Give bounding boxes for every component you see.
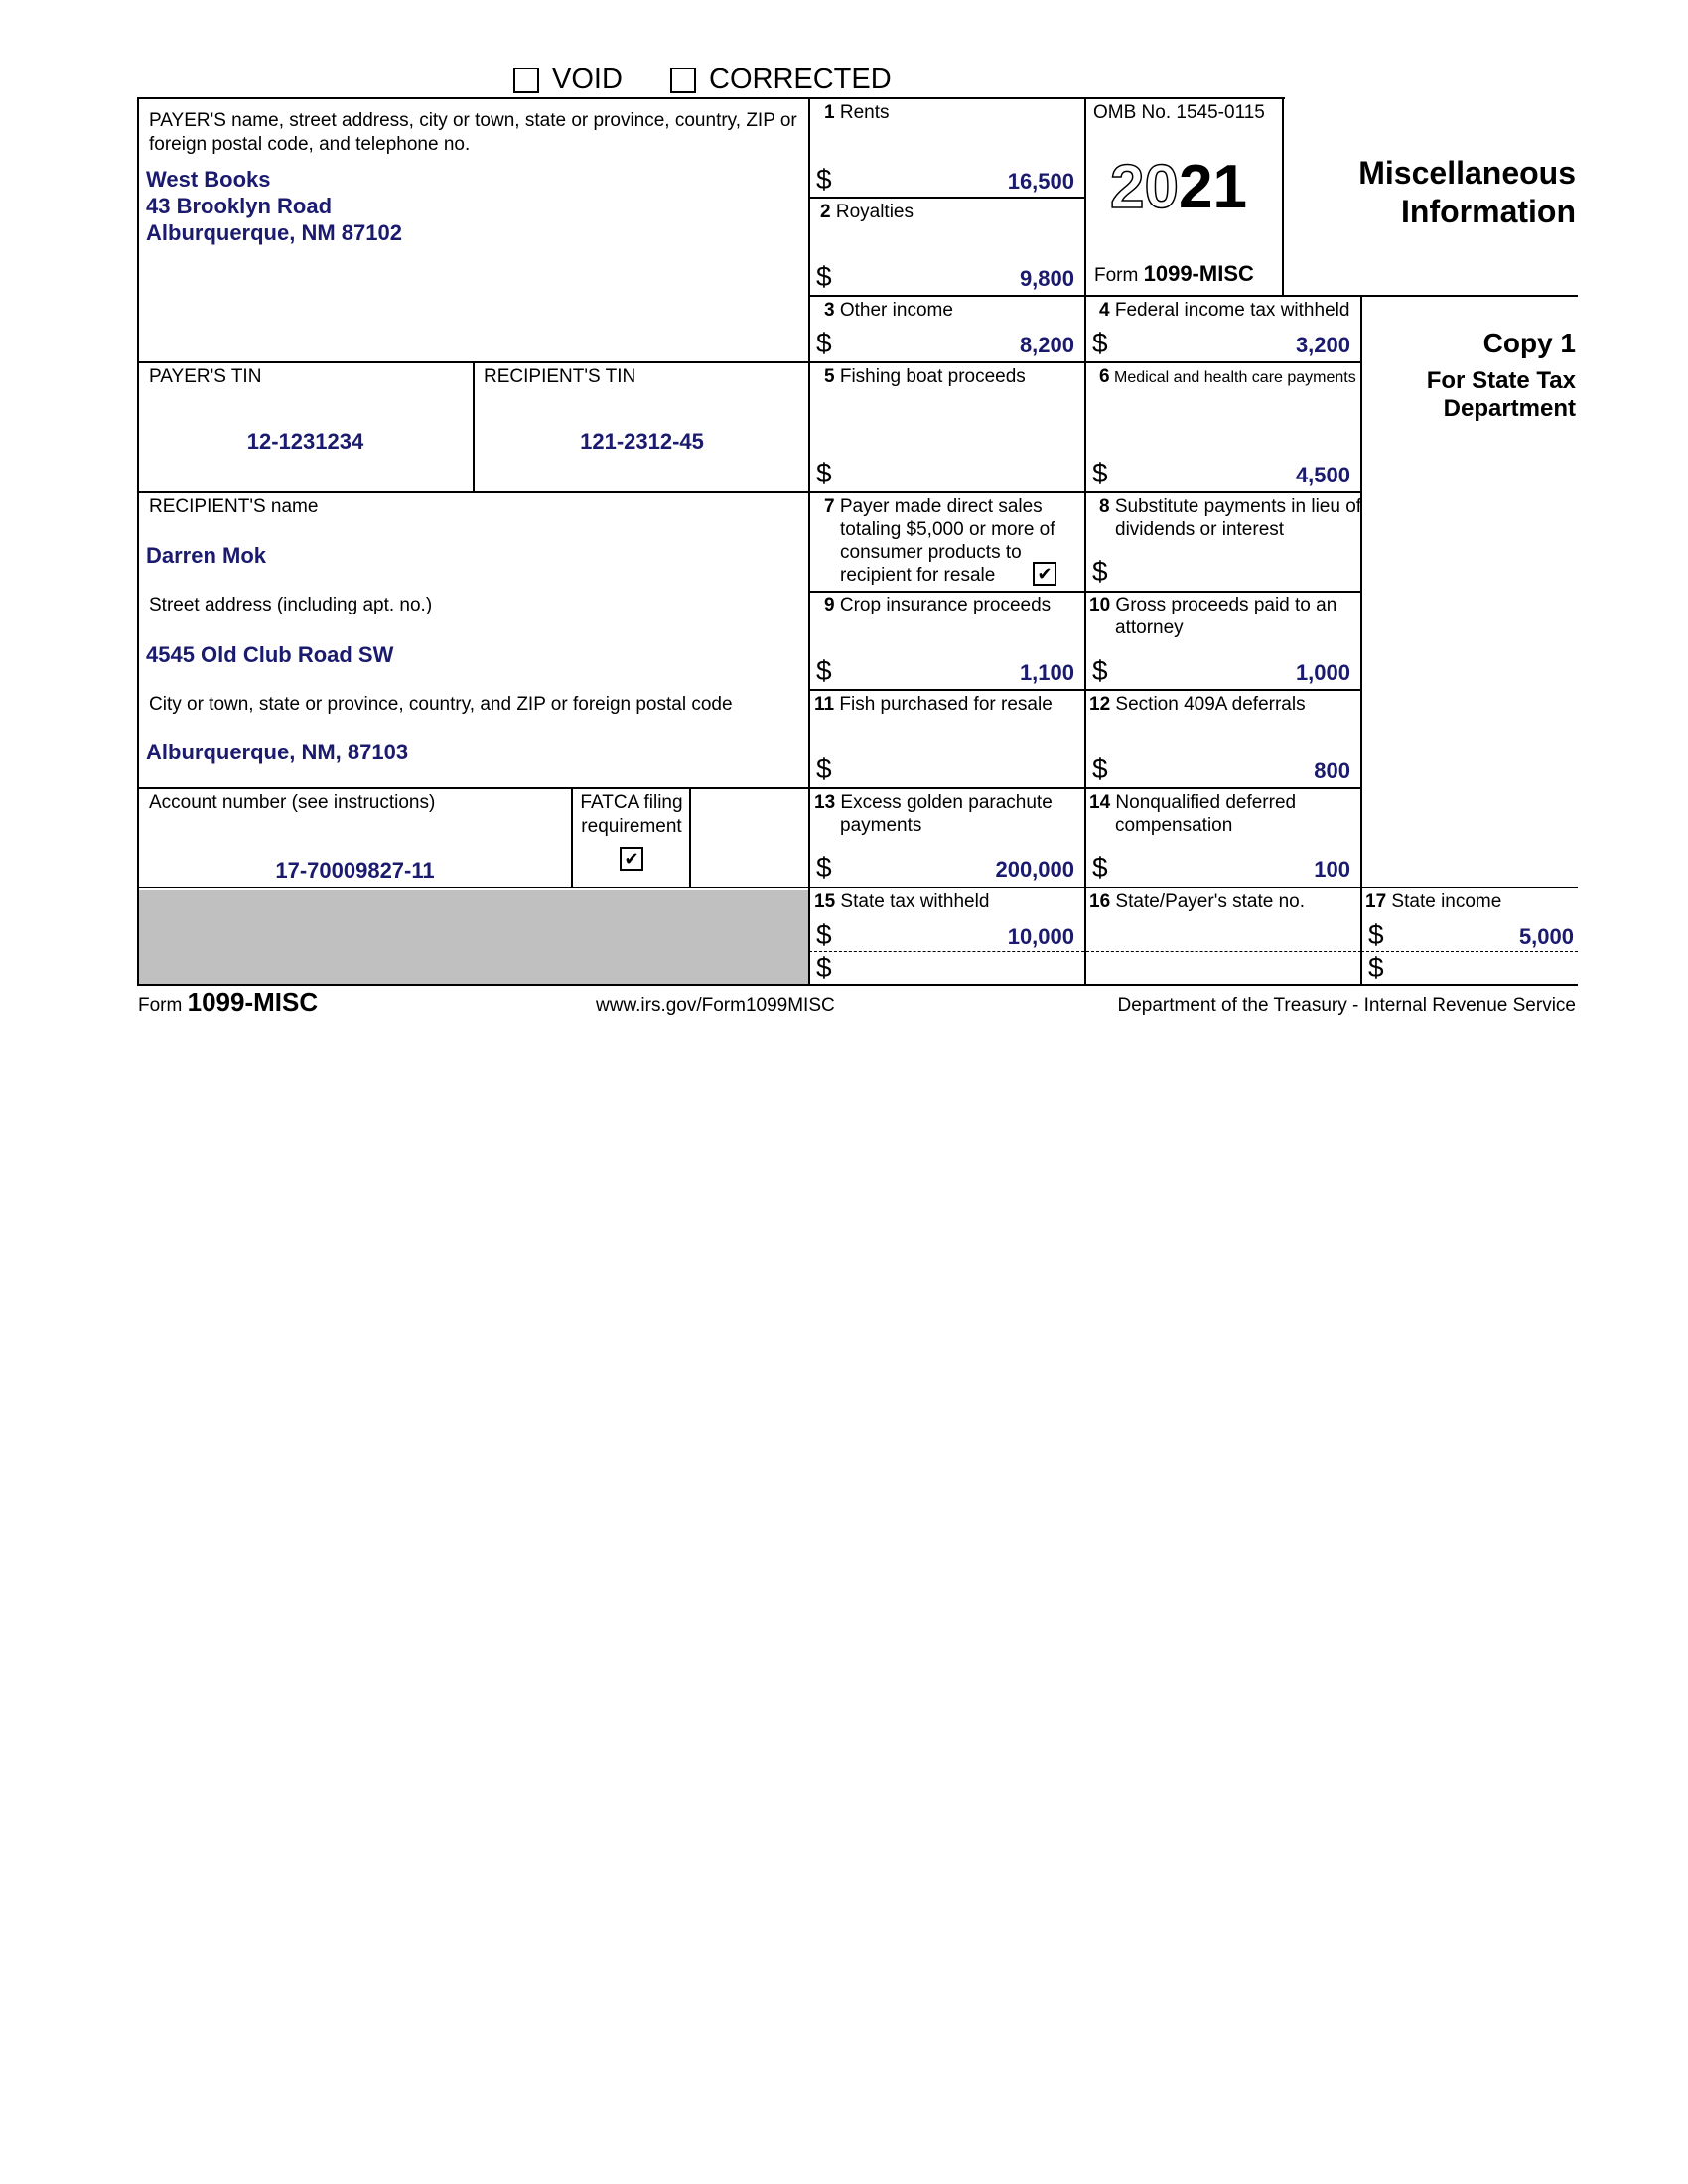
rule	[1084, 97, 1086, 986]
box13-value: 200,000	[995, 857, 1074, 882]
box5-label	[824, 365, 1026, 389]
fatca-label	[573, 791, 690, 839]
box7-line3: consumer products to	[840, 542, 1022, 563]
box6-value: 4,500	[1295, 463, 1350, 487]
rule	[138, 787, 1361, 789]
box4-text: Federal income tax withheld	[1114, 300, 1350, 321]
box8-label	[1099, 495, 1361, 541]
fatca-label-line1: FATCA filing	[580, 792, 683, 813]
void-label: VOID	[552, 64, 623, 95]
box11-dollar: $	[816, 753, 832, 784]
footer-form-id: 1099-MISC	[187, 987, 319, 1017]
form-title	[1291, 154, 1576, 231]
corrected-label: CORRECTED	[709, 64, 892, 95]
box7-line2: totaling $5,000 or more of	[840, 519, 1055, 540]
payer-tin-label: PAYER'S TIN	[149, 366, 262, 387]
omb-form-id: 1099-MISC	[1143, 261, 1254, 286]
box14-line1: Nonqualified deferred	[1115, 792, 1297, 813]
box3-dollar: $	[816, 328, 832, 358]
box11-number: 11	[814, 694, 835, 715]
recipient-tin: 121-2312-45	[580, 429, 704, 454]
box3-value: 8,200	[1019, 333, 1074, 357]
box12-dollar: $	[1092, 753, 1108, 784]
rule	[1282, 97, 1284, 295]
shaded-area	[138, 890, 810, 985]
box3-number: 3	[824, 300, 835, 321]
payer-street: 43 Brooklyn Road	[146, 194, 333, 218]
box1-value: 16,500	[1007, 169, 1074, 194]
box9-value: 1,100	[1019, 660, 1074, 685]
box2-number: 2	[820, 202, 831, 222]
dashed-rule	[1361, 951, 1578, 952]
account-label: Account number (see instructions)	[149, 792, 436, 813]
footer-url[interactable]: www.irs.gov/Form1099MISC	[596, 995, 835, 1016]
recipient-name: Darren Mok	[146, 543, 267, 568]
void-checkbox[interactable]	[513, 68, 539, 93]
copy-subtitle	[1370, 367, 1576, 423]
recipient-name-label: RECIPIENT'S name	[149, 496, 319, 517]
box4-value: 3,200	[1295, 333, 1350, 357]
box15-label	[814, 890, 989, 914]
box7-checkbox[interactable]: ✔	[1033, 562, 1056, 586]
box1-number: 1	[824, 102, 835, 123]
box10-label	[1089, 594, 1336, 639]
rule	[138, 491, 1361, 493]
box17-dollar-line2: $	[1368, 952, 1384, 983]
rule	[138, 361, 1361, 363]
footer-form-name	[138, 987, 318, 1018]
copy-subtitle-line1: For State Tax	[1426, 367, 1576, 394]
box13-line2: payments	[840, 815, 922, 836]
payer-label: PAYER'S name, street address, city or town, state or province, country, ZIP or foreign postal code, and telephone no.	[149, 110, 797, 155]
box3-label	[824, 299, 953, 323]
box4-label	[1099, 299, 1349, 323]
box5-number: 5	[824, 366, 835, 387]
box13-number: 13	[814, 792, 836, 813]
box13-line1: Excess golden parachute	[840, 792, 1053, 813]
footer-form-prefix: Form	[138, 995, 183, 1016]
box2-text: Royalties	[835, 202, 914, 222]
box3-text: Other income	[839, 300, 953, 321]
box14-dollar: $	[1092, 852, 1108, 883]
box16-text: State/Payer's state no.	[1115, 891, 1305, 912]
recipient-street-label: Street address (including apt. no.)	[149, 595, 433, 615]
box2-dollar: $	[816, 261, 832, 292]
box2-label	[820, 201, 914, 224]
box17-label	[1365, 890, 1501, 914]
box11-text: Fish purchased for resale	[839, 694, 1053, 715]
box14-number: 14	[1089, 792, 1111, 813]
rule	[137, 97, 139, 986]
box10-line2: attorney	[1115, 617, 1184, 638]
rule	[1360, 295, 1362, 986]
box6-text: Medical and health care payments	[1114, 369, 1356, 386]
copy-subtitle-line2: Department	[1443, 395, 1576, 422]
box9-text: Crop insurance proceeds	[839, 595, 1052, 615]
box8-line2: dividends or interest	[1115, 519, 1285, 540]
recipient-city-label: City or town, state or province, country, and ZIP or foreign postal code	[149, 694, 733, 715]
form-title-line1: Miscellaneous	[1358, 155, 1576, 191]
fatca-checkbox[interactable]: ✔	[620, 847, 643, 871]
box8-line1: Substitute payments in lieu of	[1114, 496, 1362, 517]
box4-dollar: $	[1092, 328, 1108, 358]
omb-form-prefix: Form	[1094, 265, 1139, 286]
box17-value: 5,000	[1518, 924, 1574, 949]
rule	[809, 197, 1086, 199]
corrected-checkbox[interactable]	[670, 68, 696, 93]
box8-number: 8	[1099, 496, 1110, 517]
recipient-street: 4545 Old Club Road SW	[146, 642, 394, 667]
box12-number: 12	[1089, 694, 1111, 715]
box12-label	[1089, 693, 1306, 717]
box5-text: Fishing boat proceeds	[839, 366, 1026, 387]
box16-number: 16	[1089, 891, 1111, 912]
tax-year	[1110, 154, 1247, 221]
box15-value: 10,000	[1007, 924, 1074, 949]
box15-dollar-line2: $	[816, 952, 832, 983]
box1-text: Rents	[839, 102, 890, 123]
recipient-city: Alburquerque, NM, 87103	[146, 740, 409, 764]
payer-tin: 12-1231234	[246, 429, 364, 454]
box5-dollar: $	[816, 458, 832, 488]
box6-dollar: $	[1092, 458, 1108, 488]
box10-line1: Gross proceeds paid to an	[1115, 595, 1337, 615]
recipient-tin-label: RECIPIENT'S TIN	[484, 366, 636, 387]
box7-line1: Payer made direct sales	[839, 496, 1043, 517]
box11-label	[814, 693, 1053, 717]
fatca-label-line2: requirement	[581, 816, 682, 837]
copy-title: Copy 1	[1482, 328, 1576, 358]
box8-dollar: $	[1092, 556, 1108, 587]
box17-text: State income	[1391, 891, 1502, 912]
payer-name: West Books	[146, 167, 271, 192]
box4-number: 4	[1099, 300, 1110, 321]
footer-dept: Department of the Treasury - Internal Revenue Service	[1117, 995, 1576, 1016]
omb-number: OMB No. 1545-0115	[1093, 102, 1265, 123]
box13-label	[814, 791, 1053, 837]
box15-text: State tax withheld	[840, 891, 990, 912]
omb-form-name	[1094, 261, 1254, 287]
box6-number: 6	[1099, 366, 1110, 387]
rule	[809, 295, 1578, 297]
form-title-line2: Information	[1401, 194, 1576, 229]
box15-dollar: $	[816, 919, 832, 950]
box13-dollar: $	[816, 852, 832, 883]
box14-value: 100	[1314, 857, 1350, 882]
rule	[138, 97, 1285, 99]
box17-number: 17	[1365, 891, 1387, 912]
box14-line2: compensation	[1115, 815, 1233, 836]
box9-number: 9	[824, 595, 835, 615]
tax-year-bold: 21	[1178, 153, 1247, 221]
box7-label	[824, 495, 1055, 587]
payer-city: Alburquerque, NM 87102	[146, 220, 402, 245]
tax-year-outline: 20	[1110, 153, 1179, 221]
box15-number: 15	[814, 891, 836, 912]
box12-text: Section 409A deferrals	[1115, 694, 1306, 715]
box16-label	[1089, 890, 1305, 914]
box14-label	[1089, 791, 1296, 837]
box1-dollar: $	[816, 164, 832, 195]
box2-value: 9,800	[1019, 266, 1074, 291]
box17-dollar: $	[1368, 919, 1384, 950]
rule	[473, 361, 475, 491]
box10-number: 10	[1089, 595, 1111, 615]
box7-line4: recipient for resale	[840, 565, 996, 586]
box9-dollar: $	[816, 655, 832, 686]
box10-value: 1,000	[1295, 660, 1350, 685]
box6-label	[1099, 365, 1356, 390]
box12-value: 800	[1314, 758, 1350, 783]
box1-label	[824, 101, 890, 125]
box9-label	[824, 594, 1051, 617]
rule	[808, 97, 810, 986]
box10-dollar: $	[1092, 655, 1108, 686]
box7-number: 7	[824, 496, 835, 517]
account-number: 17-70009827-11	[275, 858, 435, 883]
